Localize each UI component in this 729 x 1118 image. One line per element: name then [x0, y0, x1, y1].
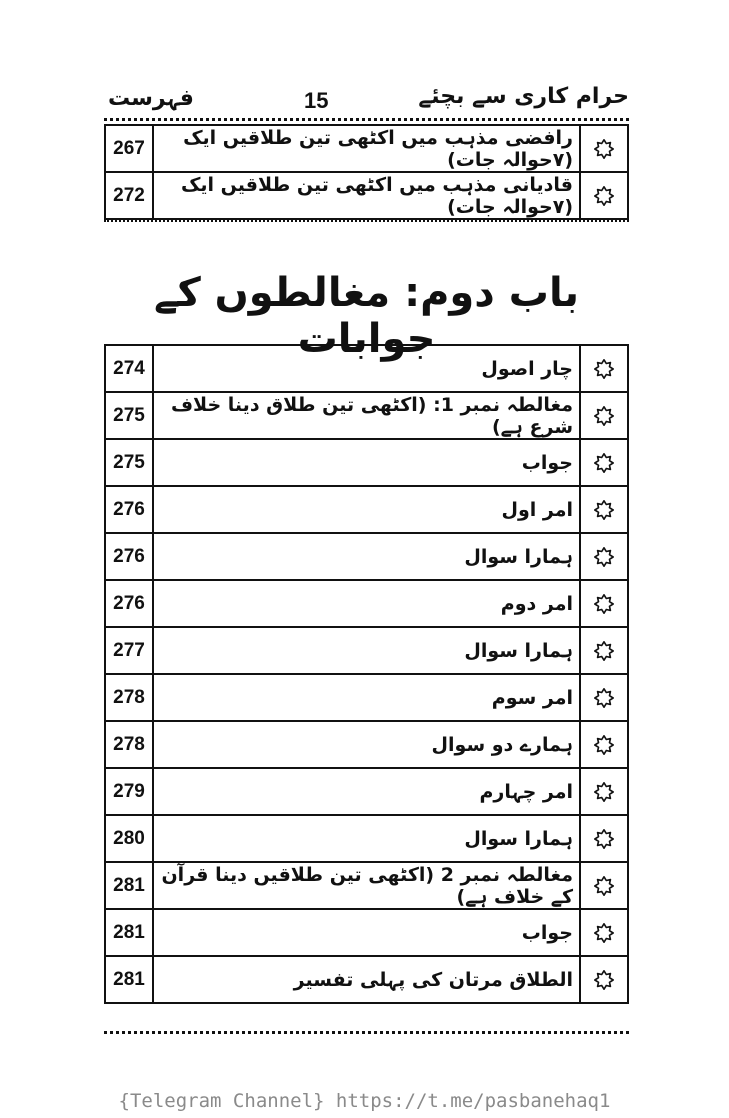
toc-entry-page: 274 [105, 345, 153, 392]
toc-entry-page: 281 [105, 909, 153, 956]
telegram-footer: {Telegram Channel} https://t.me/pasbanehaq1 [118, 1090, 611, 1112]
toc-entry-page: 272 [105, 172, 153, 219]
toc-entry-page: 279 [105, 768, 153, 815]
top-toc-table [104, 124, 629, 220]
toc-entry-title: ہمارا سوال [153, 533, 580, 580]
toc-row [105, 345, 628, 392]
bullet-cell [580, 392, 628, 439]
bullet-cell [580, 172, 628, 219]
bullet-cell [580, 815, 628, 862]
toc-entry-title: مغالطہ نمبر 1: (اکٹھی تین طلاق دینا خلاف شرع ہے) [153, 392, 580, 439]
bullet-cell [580, 125, 628, 172]
flower-bullet-icon [593, 593, 615, 615]
toc-entry-title: رافضی مذہب میں اکٹھی تین طلاقیں ایک (۷حوالہ جات) [153, 125, 580, 172]
toc-row [105, 768, 628, 815]
top-table-divider [104, 220, 629, 225]
bullet-cell [580, 533, 628, 580]
bullet-cell [580, 486, 628, 533]
book-title: حرام کاری سے بچئے [418, 84, 629, 109]
toc-entry-page: 267 [105, 125, 153, 172]
bullet-cell [580, 439, 628, 486]
toc-row [105, 125, 628, 172]
flower-bullet-icon [593, 969, 615, 991]
flower-bullet-icon [593, 499, 615, 521]
toc-row [105, 956, 628, 1003]
index-label: فہرست [108, 86, 194, 111]
toc-row [105, 580, 628, 627]
toc-entry-title: قادیانی مذہب میں اکٹھی تین طلاقیں ایک (۷حوالہ جات) [153, 172, 580, 219]
toc-row [105, 392, 628, 439]
toc-entry-page: 277 [105, 627, 153, 674]
toc-entry-title: امر سوم [153, 674, 580, 721]
toc-entry-page: 275 [105, 392, 153, 439]
toc-entry-title: جواب [153, 439, 580, 486]
toc-entry-page: 278 [105, 721, 153, 768]
bottom-divider [104, 1031, 629, 1037]
toc-entry-title: امر چہارم [153, 768, 580, 815]
toc-entry-title: جواب [153, 909, 580, 956]
bullet-cell [580, 627, 628, 674]
toc-entry-title: امر اول [153, 486, 580, 533]
flower-bullet-icon [593, 687, 615, 709]
toc-row [105, 909, 628, 956]
flower-bullet-icon [593, 546, 615, 568]
bullet-cell [580, 768, 628, 815]
toc-entry-page: 276 [105, 533, 153, 580]
toc-entry-page: 281 [105, 956, 153, 1003]
toc-row [105, 533, 628, 580]
toc-entry-page: 276 [105, 486, 153, 533]
toc-entry-page: 276 [105, 580, 153, 627]
toc-entry-title: مغالطہ نمبر 2 (اکٹھی تین طلاقیں دینا قرآن کے خلاف ہے) [153, 862, 580, 909]
toc-entry-title: ہمارا سوال [153, 815, 580, 862]
bullet-cell [580, 909, 628, 956]
flower-bullet-icon [593, 358, 615, 380]
bullet-cell [580, 721, 628, 768]
page-header [104, 78, 629, 118]
bullet-cell [580, 956, 628, 1003]
bullet-cell [580, 674, 628, 721]
toc-entry-title: امر دوم [153, 580, 580, 627]
toc-entry-page: 281 [105, 862, 153, 909]
toc-entry-page: 278 [105, 674, 153, 721]
toc-row [105, 815, 628, 862]
flower-bullet-icon [593, 138, 615, 160]
chapter-toc-table [104, 344, 629, 1004]
toc-row [105, 862, 628, 909]
bullet-cell [580, 862, 628, 909]
flower-bullet-icon [593, 734, 615, 756]
bullet-cell [580, 345, 628, 392]
flower-bullet-icon [593, 828, 615, 850]
chapter-heading: باب دوم: مغالطوں کے جوابات [154, 270, 579, 362]
page-number: 15 [304, 88, 329, 113]
flower-bullet-icon [593, 452, 615, 474]
toc-row [105, 172, 628, 219]
flower-bullet-icon [593, 405, 615, 427]
flower-bullet-icon [593, 640, 615, 662]
toc-entry-title: ہمارا سوال [153, 627, 580, 674]
bullet-cell [580, 580, 628, 627]
toc-entry-title: ہمارے دو سوال [153, 721, 580, 768]
toc-row [105, 674, 628, 721]
flower-bullet-icon [593, 922, 615, 944]
toc-row [105, 627, 628, 674]
toc-entry-title: چار اصول [153, 345, 580, 392]
flower-bullet-icon [593, 185, 615, 207]
toc-row [105, 439, 628, 486]
toc-row [105, 721, 628, 768]
toc-entry-page: 280 [105, 815, 153, 862]
flower-bullet-icon [593, 875, 615, 897]
toc-entry-title: الطلاق مرتان کی پہلی تفسیر [153, 956, 580, 1003]
toc-entry-page: 275 [105, 439, 153, 486]
flower-bullet-icon [593, 781, 615, 803]
toc-row [105, 486, 628, 533]
